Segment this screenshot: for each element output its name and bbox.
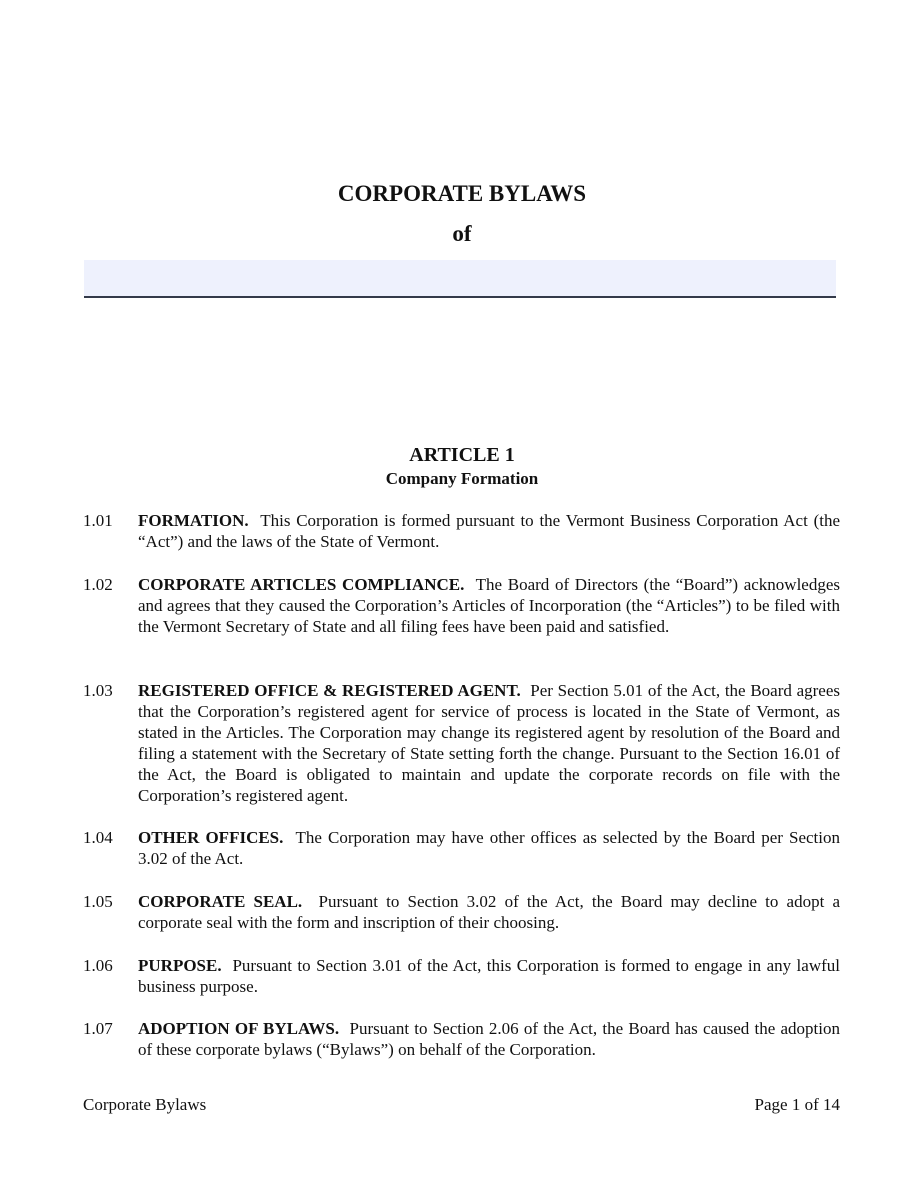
section-text: The Corporation may have other offices as selected by the Board per Section 3.02 of the Act. — [138, 828, 840, 868]
footer-document-name: Corporate Bylaws — [83, 1095, 207, 1114]
section-text: Pursuant to Section 3.02 of the Act, the Board may decline to adopt a corporate seal with the form and inscription of their choosing. — [138, 892, 840, 932]
section-label: OTHER OFFICES. — [138, 828, 284, 847]
section-label: PURPOSE. — [138, 956, 222, 975]
section-body — [138, 510, 840, 552]
section-label: CORPORATE ARTICLES COMPLIANCE. — [138, 575, 465, 594]
article-subheading: Company Formation — [385, 469, 539, 488]
section-body — [138, 891, 840, 933]
section-number: 1.03 — [83, 681, 113, 700]
section-text: Pursuant to Section 3.01 of the Act, this Corporation is formed to engage in any lawful business purpose. — [138, 956, 840, 996]
section-1-01 — [83, 510, 840, 552]
section-body — [138, 955, 840, 997]
section-text: This Corporation is formed pursuant to the Vermont Business Corporation Act (the “Act”) and the laws of the State of Vermont. — [138, 511, 840, 551]
section-text: The Board of Directors (the “Board”) acknowledges and agrees that they caused the Corporation’s Articles of Incorporation (the “Articles”) to be filed with the Vermont Secretary of State and all filing fees have been paid and satisfied. — [138, 575, 841, 636]
section-body — [138, 680, 840, 806]
section-label: CORPORATE SEAL. — [138, 892, 303, 911]
section-body — [138, 574, 840, 637]
section-number: 1.01 — [83, 511, 113, 530]
section-number: 1.04 — [83, 828, 113, 847]
section-label: ADOPTION OF BYLAWS. — [138, 1019, 340, 1038]
section-body — [138, 1018, 840, 1060]
section-1-04 — [83, 827, 840, 869]
section-number: 1.07 — [83, 1019, 113, 1038]
section-label: FORMATION. — [138, 511, 249, 530]
document-of-line: of — [452, 221, 472, 246]
section-number: 1.02 — [83, 575, 113, 594]
company-name-field[interactable] — [84, 260, 836, 298]
section-1-05 — [83, 891, 840, 933]
section-text: Per Section 5.01 of the Act, the Board agrees that the Corporation’s registered agent for service of process is located in the State of Vermont, as stated in the Articles. The Corporation may change its registered agent by resolution of the Board and filing a statement with the Secretary of State setting forth the change. Pursuant to the Section 16.01 of the Act, the Board is obligated to maintain and update the corporate records on file with the Corporation’s registered agent. — [138, 681, 841, 805]
section-1-07 — [83, 1018, 840, 1060]
section-text: Pursuant to Section 2.06 of the Act, the Board has caused the adoption of these corporate bylaws (“Bylaws”) on behalf of the Corporation. — [138, 1019, 840, 1059]
section-1-03 — [83, 680, 840, 806]
document-title: CORPORATE BYLAWS — [337, 181, 587, 206]
section-1-06 — [83, 955, 840, 997]
section-1-02 — [83, 574, 840, 637]
section-body — [138, 827, 840, 869]
section-number: 1.05 — [83, 892, 113, 911]
section-number: 1.06 — [83, 956, 113, 975]
section-label: REGISTERED OFFICE & REGISTERED AGENT. — [138, 681, 521, 700]
footer-page-number: Page 1 of 14 — [754, 1095, 840, 1114]
article-heading: ARTICLE 1 — [409, 444, 515, 466]
